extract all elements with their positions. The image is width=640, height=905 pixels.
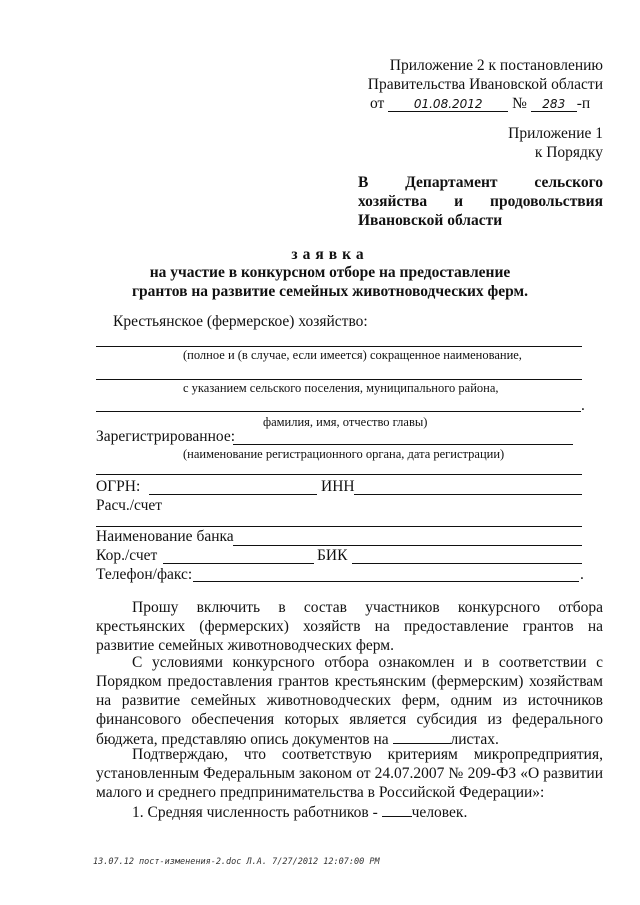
conditions-text: С условиями конкурсного отбора ознакомлен и в соответствии с Порядком предоставления грантов крестьянским (фермерским) хозяйствам на развитие семейных животноводческих ферм, одним из источников финансового обеспечения которых является субсидия из федерального бюджета, представляю опись документов на (96, 654, 603, 748)
addressee-line-1 (358, 174, 603, 192)
criteria-item-1 (132, 802, 467, 822)
appendix-line-2: к Порядку (534, 144, 603, 161)
phone-line[interactable] (193, 581, 579, 582)
bank-line[interactable] (233, 545, 582, 546)
header-line-2: Правительства Ивановской области (367, 76, 603, 93)
order-date: 01.08.2012 (388, 97, 508, 112)
registered-label: Зарегистрированное: (96, 428, 236, 445)
line-dot: . (580, 566, 584, 583)
hint-full-name: (полное и (в случае, если имеется) сокращенное наименование, (183, 348, 522, 362)
addressee-line-2 (358, 193, 603, 211)
addressee-word: и (454, 193, 464, 210)
addressee-word: Департамент (405, 174, 498, 191)
document-footer: 13.07.12 пост-изменения-2.doc Л.А. 7/27/2012 12:07:00 PM (93, 857, 380, 867)
order-number: 283 (531, 97, 577, 112)
addressee-word: хозяйства (358, 193, 428, 210)
registered-line[interactable] (233, 444, 573, 445)
title-line-3: грантов на развитие семейных животноводческих ферм. (132, 283, 528, 300)
sheets-count-field[interactable] (393, 729, 451, 744)
from-label: от (370, 95, 385, 112)
farm-head-line[interactable] (96, 411, 581, 412)
addressee-line-3: Ивановской области (358, 212, 503, 229)
registration-extra-line[interactable] (96, 474, 582, 475)
document-title: заявка (291, 246, 369, 263)
inn-label: ИНН (321, 478, 355, 495)
number-label: № (512, 95, 527, 112)
line-dot: . (581, 397, 585, 414)
hint-location: с указанием сельского поселения, муниципального района, (183, 381, 499, 395)
farm-label: Крестьянское (фермерское) хозяйство: (113, 313, 368, 330)
bik-line[interactable] (352, 563, 582, 564)
appendix-line-1: Приложение 1 (508, 125, 603, 142)
hint-head-name: фамилия, имя, отчество главы) (263, 415, 428, 429)
paragraph-conditions (96, 653, 603, 749)
paragraph-request: Прошу включить в состав участников конкурсного отбора крестьянских (фермерских) хозяйств на предоставление грантов на развитие семейных животноводческих ферм. (96, 599, 603, 654)
bank-label: Наименование банка (96, 528, 234, 545)
addressee-word: продовольствия (490, 193, 603, 210)
item-1-text: 1. Средняя численность работников - (132, 804, 378, 821)
account-line[interactable] (96, 526, 582, 527)
number-suffix: -п (576, 95, 591, 112)
inn-line[interactable] (354, 494, 582, 495)
phone-label: Телефон/факс: (96, 566, 193, 583)
item-1-unit: человек. (411, 804, 468, 821)
addressee-word: В (358, 174, 369, 191)
hint-registration: (наименование регистрационного органа, дата регистрации) (183, 447, 505, 461)
farm-location-line[interactable] (96, 379, 582, 380)
account-label: Расч./счет (96, 497, 163, 514)
sheets-label: листах. (450, 731, 499, 748)
paragraph-confirm: Подтверждаю, что соответствую критериям микропредприятия, установленным Федеральным законом от 24.07.2007 № 209-ФЗ «О развитии малого и среднего предпринимательства в Российской Федерации»: (96, 746, 603, 801)
corr-account-line[interactable] (163, 563, 314, 564)
title-line-2: на участие в конкурсном отборе на предоставление (149, 264, 511, 281)
header-line-1: Приложение 2 к постановлению (389, 57, 603, 74)
employee-count-field[interactable] (382, 802, 412, 817)
farm-name-line[interactable] (96, 346, 582, 347)
ogrn-label: ОГРН: (96, 478, 141, 495)
corr-account-label: Кор./счет (96, 547, 158, 564)
bik-label: БИК (317, 547, 348, 564)
addressee-word: сельского (534, 174, 603, 191)
ogrn-line[interactable] (149, 494, 317, 495)
header-date-line (370, 95, 590, 113)
